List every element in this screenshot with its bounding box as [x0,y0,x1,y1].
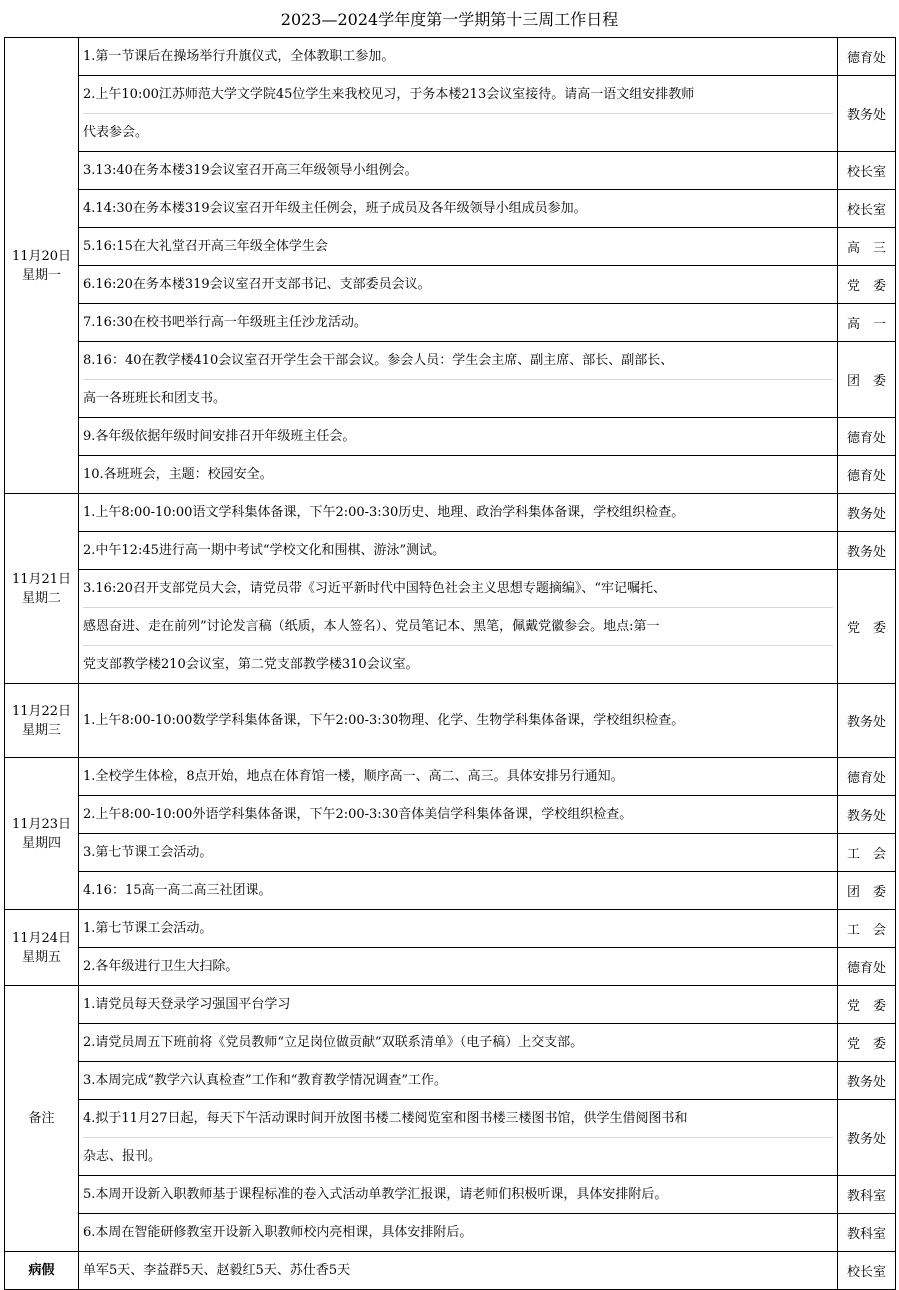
task-cell [79,1252,838,1290]
task-cell [79,532,838,570]
task-text: 1.上午8:00-10:00语文学科集体备课，下午2:00-3:30历史、地理、政治学科集体备课，学校组织检查。 [83,505,685,520]
task-cell [79,456,838,494]
task-text: 3.13:40在务本楼319会议室召开高三年级领导小组例会。 [83,163,418,178]
task-text: 1.第七节课工会活动。 [83,921,213,936]
date-cell [5,758,79,910]
department-cell: 德育处 [838,418,896,456]
department-cell: 德育处 [838,456,896,494]
date-cell [5,38,79,494]
weekday-label: 星期二 [21,590,61,606]
task-cell [79,266,838,304]
department-cell: 教科室 [838,1214,896,1252]
task-cell [79,38,838,76]
department-cell: 工 会 [838,834,896,872]
weekday-label: 星期三 [21,722,61,738]
task-text: 6.16:20在务本楼319会议室召开支部书记、支部委员会议。 [83,277,431,292]
task-cell [79,304,838,342]
task-cell [79,342,838,418]
task-cell [79,570,838,684]
schedule-row [5,304,896,342]
date-cell [5,986,79,1252]
schedule-row [5,834,896,872]
date-cell [5,684,79,758]
task-cell [79,796,838,834]
task-cell [79,986,838,1024]
department-cell: 教务处 [838,494,896,532]
date-label: 11月22日 [11,703,72,719]
task-cell [79,1176,838,1214]
schedule-row [5,76,896,152]
task-text: 1.全校学生体检，8点开始，地点在体育馆一楼，顺序高一、高二、高三。具体安排另行通知。 [83,769,624,784]
task-text: 10.各班班会，主题：校园安全。 [83,467,273,482]
task-text: 1.上午8:00-10:00数学学科集体备课，下午2:00-3:30物理、化学、生物学科集体备课，学校组织检查。 [83,713,685,728]
schedule-row [5,456,896,494]
date-cell [5,910,79,986]
department-cell: 教务处 [838,684,896,758]
task-cell [79,190,838,228]
schedule-row [5,38,896,76]
schedule-row [5,1176,896,1214]
task-text: 党支部教学楼210会议室，第二党支部教学楼310会议室。 [83,645,833,683]
department-cell: 高 一 [838,304,896,342]
schedule-row [5,190,896,228]
department-cell: 教务处 [838,1100,896,1176]
task-cell [79,228,838,266]
task-text: 8.16：40在教学楼410会议室召开学生会干部会议。参会人员：学生会主席、副主席、部长、副部长、 [83,353,674,368]
department-cell: 德育处 [838,948,896,986]
department-cell: 团 委 [838,342,896,418]
schedule-title: 2023—2024学年度第一学期第十三周工作日程 [280,10,619,29]
task-text: 杂志、报刊。 [83,1137,833,1175]
task-text: 3.16:20召开支部党员大会，请党员带《习近平新时代中国特色社会主义思想专题摘编》、“牢记嘱托、 [83,581,667,596]
task-text: 7.16:30在校书吧举行高一年级班主任沙龙活动。 [83,315,367,330]
department-cell: 党 委 [838,986,896,1024]
weekday-label: 星期一 [21,267,61,283]
date-label: 11月20日 [11,248,72,264]
task-text: 1.请党员每天登录学习强国平台学习 [83,997,291,1012]
department-cell: 德育处 [838,758,896,796]
schedule-row [5,266,896,304]
department-cell: 教务处 [838,796,896,834]
schedule-table [4,37,896,1290]
department-cell: 德育处 [838,38,896,76]
task-cell [79,1024,838,1062]
task-cell [79,834,838,872]
schedule-row [5,228,896,266]
schedule-row [5,758,896,796]
task-cell [79,494,838,532]
date-cell [5,494,79,684]
task-cell [79,684,838,758]
task-text: 2.各年级进行卫生大扫除。 [83,959,239,974]
task-text: 2.上午8:00-10:00外语学科集体备课，下午2:00-3:30音体美信学科集体备课，学校组织检查。 [83,807,633,822]
task-text: 4.拟于11月27日起，每天下午活动课时间开放图书楼二楼阅览室和图书楼三楼图书馆，供学生借阅图书和 [83,1111,688,1126]
task-text: 5.16:15在大礼堂召开高三年级全体学生会 [83,239,328,254]
task-cell [79,76,838,152]
date-label: 病假 [28,1263,55,1278]
department-cell: 党 委 [838,570,896,684]
task-cell [79,1100,838,1176]
weekday-label: 星期五 [21,949,61,965]
department-cell: 教务处 [838,532,896,570]
department-cell: 教科室 [838,1176,896,1214]
weekday-label: 星期四 [21,835,61,851]
schedule-row [5,1062,896,1100]
schedule-row [5,986,896,1024]
schedule-row [5,684,896,758]
date-label: 备注 [28,1111,55,1126]
date-label: 11月21日 [11,571,72,587]
department-cell: 校长室 [838,1252,896,1290]
department-cell: 高 三 [838,228,896,266]
schedule-row [5,872,896,910]
schedule-row [5,1024,896,1062]
schedule-row [5,796,896,834]
date-label: 11月23日 [11,816,72,832]
task-cell [79,948,838,986]
task-cell [79,152,838,190]
department-cell: 教务处 [838,1062,896,1100]
task-text: 2.上午10:00江苏师范大学文学院45位学生来我校见习，于务本楼213会议室接待。请高一语文组安排教师 [83,87,695,102]
task-text: 4.14:30在务本楼319会议室召开年级主任例会，班子成员及各年级领导小组成员参加。 [83,201,587,216]
schedule-row [5,532,896,570]
task-text: 高一各班班长和团支书。 [83,379,833,417]
task-cell [79,1062,838,1100]
department-cell: 党 委 [838,1024,896,1062]
schedule-row [5,570,896,684]
department-cell: 教务处 [838,76,896,152]
schedule-row [5,948,896,986]
task-cell [79,1214,838,1252]
date-label: 11月24日 [11,930,72,946]
task-text: 单军5天、李益群5天、赵毅红5天、苏仕香5天 [83,1263,351,1278]
task-cell [79,758,838,796]
task-text: 3.本周完成“教学六认真检查”工作和“教育教学情况调查”工作。 [83,1073,447,1088]
schedule-row [5,1214,896,1252]
task-text: 9.各年级依据年级时间安排召开年级班主任会。 [83,429,356,444]
department-cell: 校长室 [838,152,896,190]
schedule-row [5,494,896,532]
schedule-row [5,342,896,418]
date-cell [5,1252,79,1290]
task-text: 感恩奋进、走在前列”讨论发言稿（纸质，本人签名）、党员笔记本、黑笔，佩戴党徽参会。地点:第一 [83,607,833,645]
schedule-row [5,1252,896,1290]
task-text: 1.第一节课后在操场举行升旗仪式，全体教职工参加。 [83,49,395,64]
schedule-row [5,152,896,190]
department-cell: 党 委 [838,266,896,304]
department-cell: 校长室 [838,190,896,228]
task-text: 5.本周开设新入职教师基于课程标准的卷入式活动单教学汇报课，请老师们积极听课，具体安排附后。 [83,1187,668,1202]
schedule-row [5,910,896,948]
task-cell [79,418,838,456]
task-text: 代表参会。 [83,113,833,151]
task-cell [79,910,838,948]
department-cell: 工 会 [838,910,896,948]
task-text: 4.16：15高一高二高三社团课。 [83,883,272,898]
schedule-row [5,1100,896,1176]
task-cell [79,872,838,910]
task-text: 3.第七节课工会活动。 [83,845,213,860]
task-text: 2.中午12:45进行高一期中考试“学校文化和围棋、游泳”测试。 [83,543,446,558]
task-text: 6.本周在智能研修教室开设新入职教师校内亮相课，具体安排附后。 [83,1225,473,1240]
schedule-row [5,418,896,456]
task-text: 2.请党员周五下班前将《党员教师“立足岗位做贡献”双联系清单》（电子稿）上交支部。 [83,1035,584,1050]
department-cell: 团 委 [838,872,896,910]
